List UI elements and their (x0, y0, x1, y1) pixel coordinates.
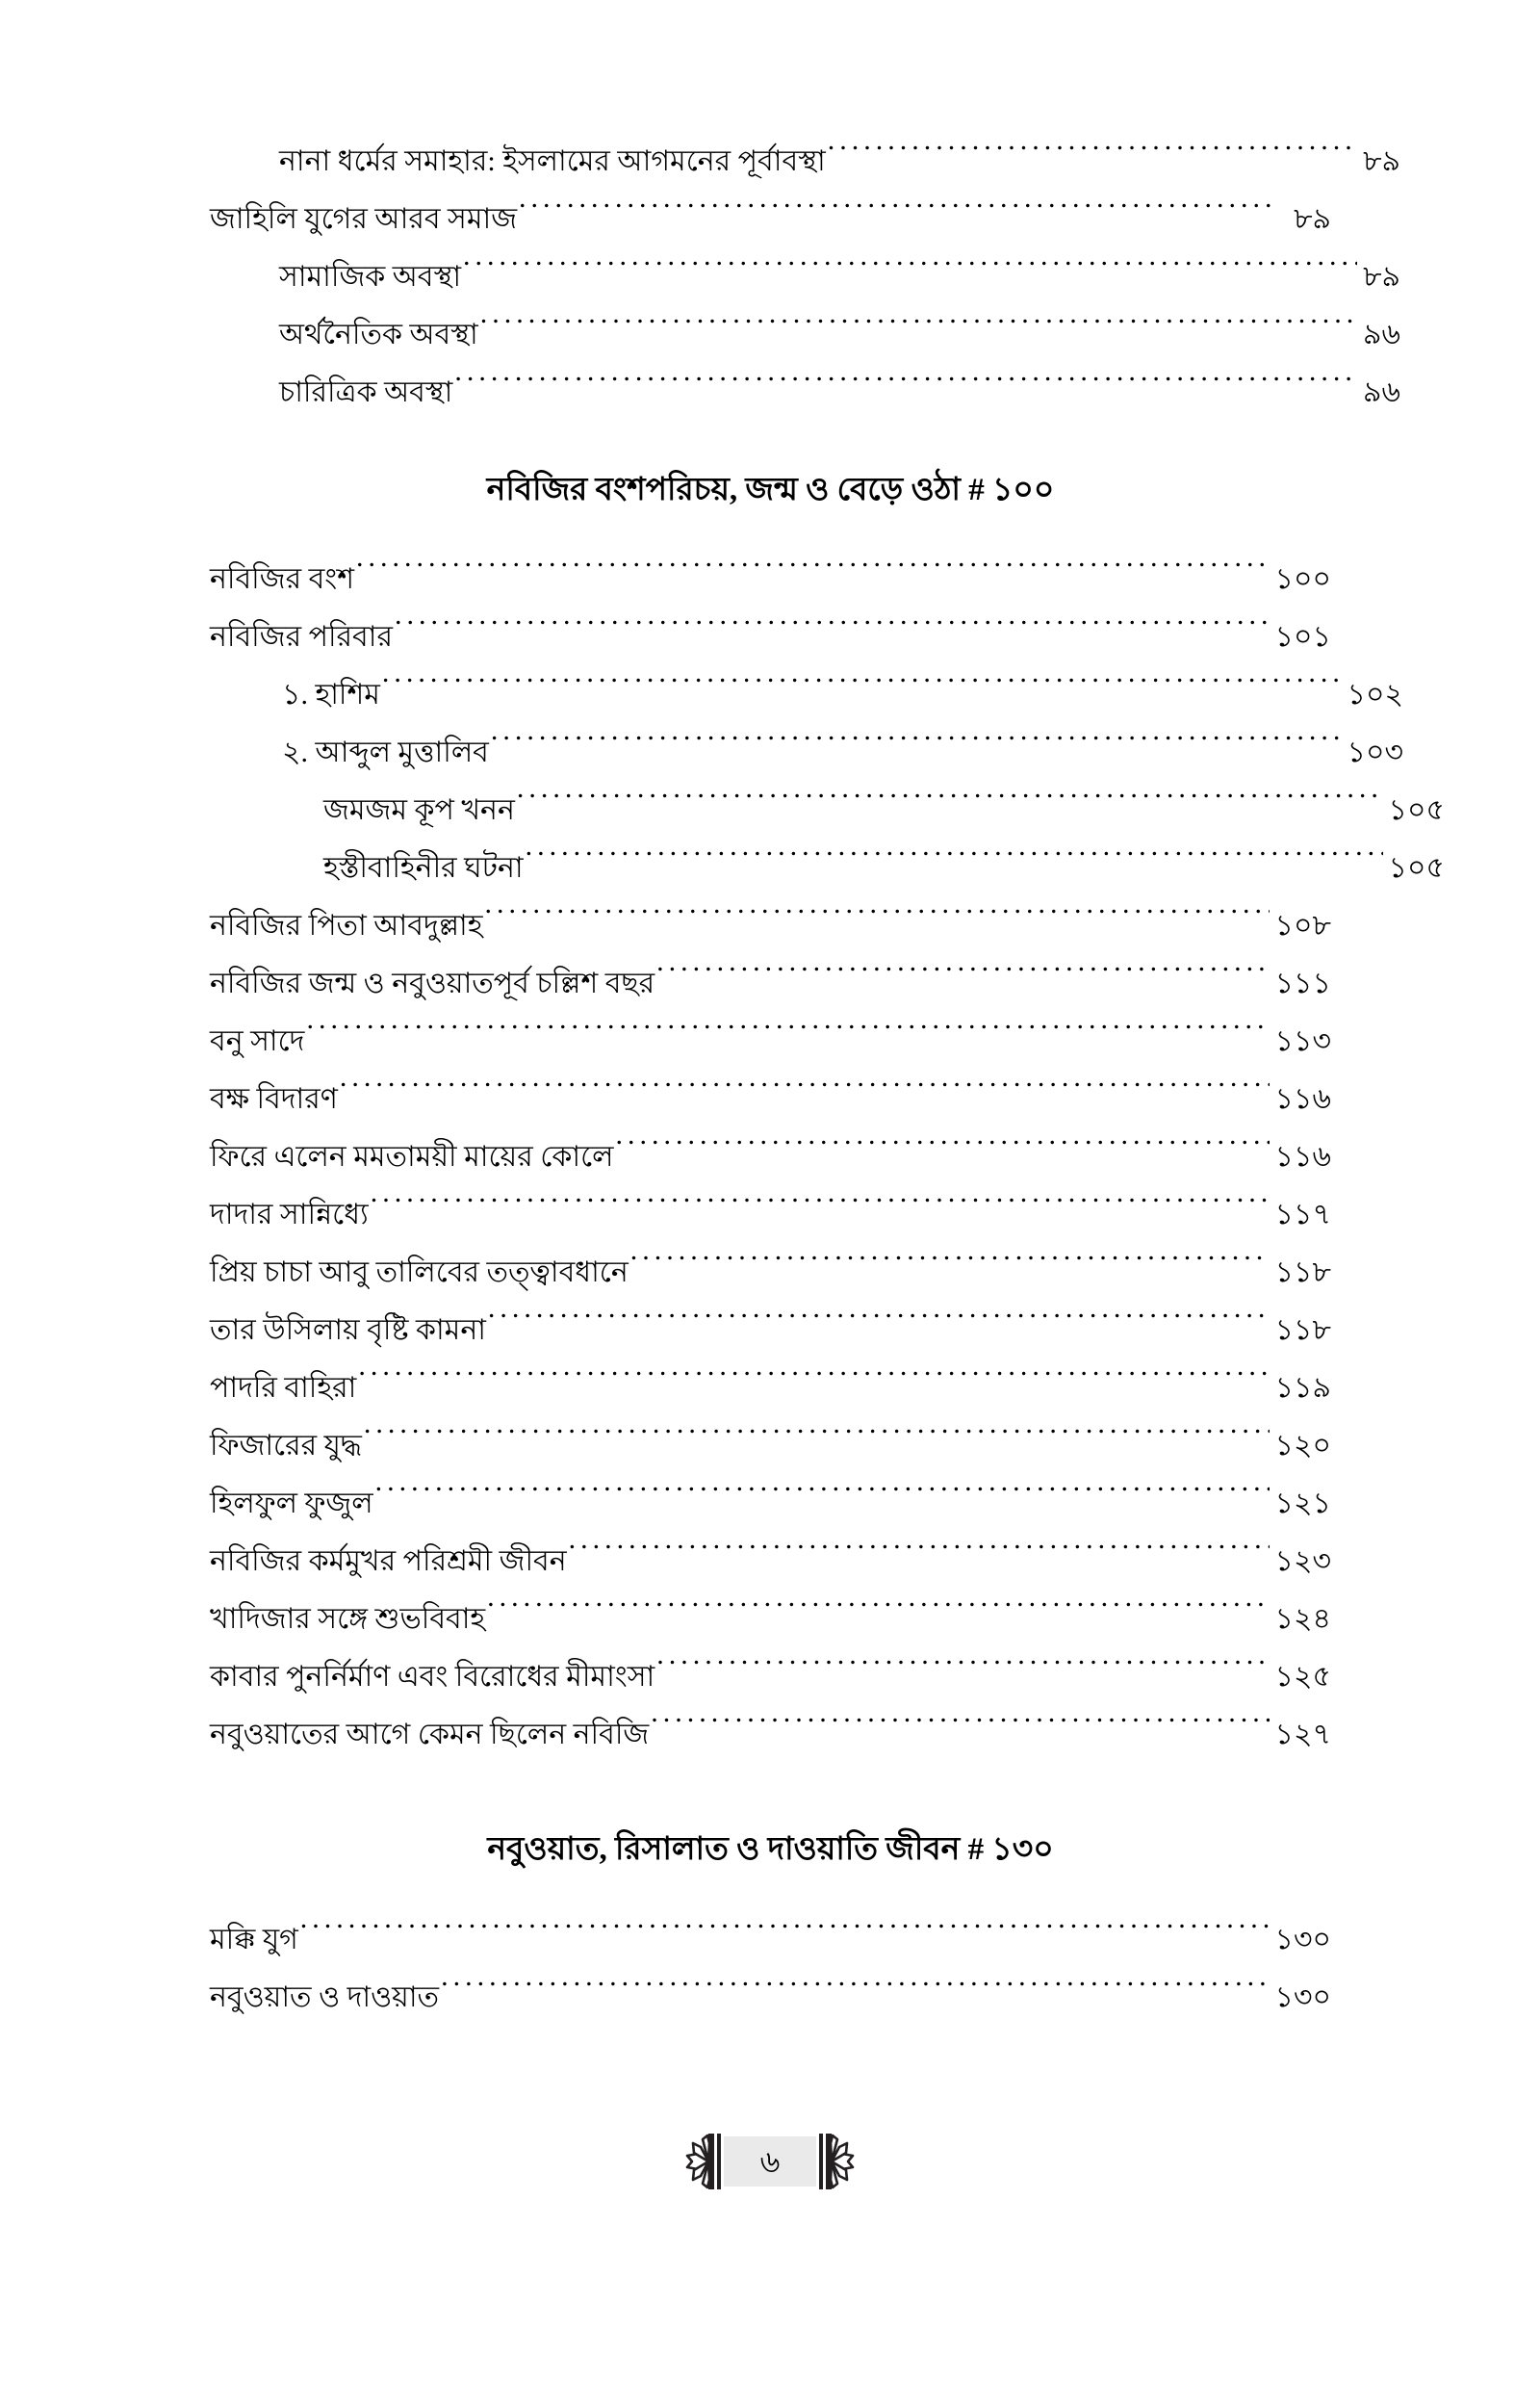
toc-entry[interactable] (210, 1591, 1331, 1648)
toc-entry-title: নবিজির পরিবার (210, 620, 393, 653)
dot-leader (630, 1253, 1270, 1281)
dot-leader (517, 790, 1383, 819)
toc-entry-page-number: ১১৭ (1274, 1198, 1331, 1230)
floral-palmette-ornament-right-icon (816, 2130, 860, 2193)
toc-entry-page-number: ১০৫ (1388, 793, 1445, 826)
toc-entry-page-number: ১১৩ (1274, 1024, 1331, 1057)
toc-entry-title: প্রিয় চাচা আবু তালিবের তত্ত্বাবধানে (210, 1255, 629, 1288)
toc-entry-page-number: ১০৮ (1274, 909, 1331, 942)
toc-entry-page-number: ১১১ (1274, 967, 1331, 999)
chapter-heading: নবুওয়াত, রিসালাত ও দাওয়াতি জীবন # ১৩০ (487, 1831, 1054, 1867)
toc-entry-title: মক্কি যুগ (210, 1924, 298, 1956)
toc-entry-page-number: ১২৫ (1274, 1660, 1331, 1693)
page-number: ৬ (724, 2136, 816, 2187)
toc-entry-title: হস্তীবাহিনীর ঘটনা (323, 851, 524, 884)
toc-entry-title: নবুওয়াত ও দাওয়াত (210, 1981, 440, 2014)
toc-entry[interactable] (210, 1359, 1331, 1417)
toc-entry-page-number: ১০৫ (1388, 851, 1445, 884)
toc-entry-page-number: ৯৬ (1363, 319, 1400, 350)
toc-entry[interactable] (210, 1128, 1331, 1186)
toc-entry[interactable] (210, 551, 1331, 608)
toc-entry[interactable] (210, 1013, 1331, 1071)
dot-leader (340, 1079, 1270, 1108)
toc-entry-page-number: ১০৩ (1347, 736, 1403, 768)
toc-entry-title: বক্ষ বিদারণ (210, 1082, 338, 1115)
toc-entry-page-number: ১৩০ (1274, 1981, 1331, 2014)
dot-leader (356, 559, 1270, 588)
dot-leader (480, 315, 1357, 344)
page-footer (0, 2130, 1540, 2193)
toc-entry[interactable] (279, 306, 1400, 364)
toc-entry-page-number: ১০০ (1274, 562, 1331, 595)
dot-leader (364, 1426, 1270, 1455)
toc-entry-page-number: ১১৬ (1274, 1140, 1331, 1173)
toc-entry[interactable] (210, 191, 1331, 248)
toc-entry-page-number: ৮৯ (1363, 145, 1400, 177)
toc-entry-page-number: ১২৪ (1274, 1602, 1331, 1635)
toc-entry[interactable] (279, 133, 1400, 191)
toc-entry-title: ফিজারের যুদ্ধ (210, 1429, 362, 1462)
toc-entry[interactable] (210, 1244, 1331, 1302)
toc-entry[interactable] (323, 840, 1445, 897)
toc-entry-page-number: ১১৬ (1274, 1082, 1331, 1115)
toc-entry-title: নবুওয়াতের আগে কেমন ছিলেন নবিজি (210, 1718, 650, 1750)
toc-entry[interactable] (323, 782, 1445, 840)
toc-entry-title: জমজম কূপ খনন (323, 793, 515, 826)
toc-entry[interactable] (210, 955, 1331, 1013)
dot-leader (463, 257, 1357, 286)
dot-leader (519, 199, 1271, 228)
chapter-heading: নবিজির বংশপরিচয়, জন্ম ও বেড়ে ওঠা # ১০০ (486, 473, 1055, 507)
dot-leader (300, 1920, 1270, 1949)
dot-leader (371, 1195, 1270, 1224)
toc-entry-page-number: ৯৬ (1363, 376, 1400, 408)
toc-entry[interactable] (210, 1475, 1331, 1533)
toc-entry[interactable] (279, 248, 1400, 306)
toc-entry-title: ১. হাশিম (282, 678, 380, 711)
dot-leader (485, 906, 1270, 935)
toc-entry-page-number: ১২৩ (1274, 1544, 1331, 1577)
dot-leader (454, 373, 1357, 401)
toc-entry[interactable] (282, 666, 1403, 724)
dot-leader (569, 1541, 1270, 1570)
toc-entry-page-number: ১১৮ (1274, 1313, 1331, 1346)
toc-entry-title: নবিজির জন্ম ও নবুওয়াতপূর্ব চল্লিশ বছর (210, 967, 655, 999)
toc-entry-page-number: ১১৯ (1274, 1371, 1331, 1404)
dot-leader (358, 1368, 1269, 1397)
toc-entry-title: সামাজিক অবস্থা (279, 261, 462, 293)
dot-leader (828, 142, 1357, 170)
toc-entry-title: তার উসিলায় বৃষ্টি কামনা (210, 1313, 486, 1346)
toc-entry[interactable] (210, 1186, 1331, 1244)
dot-leader (651, 1715, 1269, 1744)
toc-entry[interactable] (210, 1969, 1331, 2027)
dot-leader (656, 1657, 1269, 1686)
toc-entry-title: অর্থনৈতিক অবস্থা (279, 319, 478, 350)
toc-entry-title: কাবার পুনর্নির্মাণ এবং বিরোধের মীমাংসা (210, 1660, 655, 1693)
toc-entry-page-number: ৮৯ (1294, 203, 1331, 235)
dot-leader (526, 848, 1383, 877)
toc-entry[interactable] (210, 1706, 1331, 1764)
toc-entry-page-number: ৮৯ (1363, 261, 1400, 293)
toc-entry-title: ২. আব্দুল মুত্তালিব (282, 736, 489, 768)
dot-leader (441, 1978, 1269, 2006)
dot-leader (488, 1310, 1270, 1339)
dot-leader (616, 1137, 1270, 1166)
toc-entry[interactable] (210, 1533, 1331, 1591)
toc-entry-title: ফিরে এলেন মমতাময়ী মায়ের কোলে (210, 1140, 614, 1173)
toc-entry-page-number: ১২০ (1274, 1429, 1331, 1462)
floral-palmette-ornament-left-icon (680, 2130, 724, 2193)
dot-leader (656, 964, 1269, 993)
toc-content (210, 133, 1445, 2027)
toc-entry-title: বনু সাদে (210, 1024, 305, 1057)
dot-leader (395, 617, 1270, 646)
dot-leader (375, 1484, 1270, 1513)
toc-entry-title: খাদিজার সঙ্গে শুভবিবাহ (210, 1602, 486, 1635)
toc-entry-title: নানা ধর্মের সমাহার: ইসলামের আগমনের পূর্বাবস্থা (279, 145, 826, 177)
toc-entry[interactable] (210, 1648, 1331, 1706)
toc-entry-page-number: ১২৭ (1274, 1718, 1331, 1750)
toc-entry-page-number: ১০২ (1347, 678, 1403, 711)
toc-entry[interactable] (282, 724, 1403, 782)
folio (680, 2130, 860, 2193)
toc-entry-title: নবিজির পিতা আবদুল্লাহ (210, 909, 483, 942)
toc-entry[interactable] (210, 1911, 1331, 1969)
toc-entry-title: নবিজির কর্মমুখর পরিশ্রমী জীবন (210, 1544, 567, 1577)
toc-entry[interactable] (279, 364, 1400, 422)
toc-entry[interactable] (210, 897, 1331, 955)
toc-entry-page-number: ১০১ (1274, 620, 1331, 653)
toc-entry-title: জাহিলি যুগের আরব সমাজ (210, 203, 518, 235)
dot-leader (491, 733, 1342, 762)
toc-entry-title: চারিত্রিক অবস্থা (279, 376, 453, 408)
toc-entry-page-number: ১৩০ (1274, 1924, 1331, 1956)
dot-leader (306, 1022, 1269, 1050)
toc-entry-title: হিলফুল ফুজুল (210, 1487, 373, 1519)
toc-entry[interactable] (210, 1071, 1331, 1128)
toc-entry[interactable] (210, 1417, 1331, 1475)
toc-entry[interactable] (210, 608, 1331, 666)
toc-entry-page-number: ১১৮ (1274, 1255, 1331, 1288)
dot-leader (382, 675, 1342, 704)
dot-leader (487, 1599, 1269, 1628)
toc-entry-title: পাদরি বাহিরা (210, 1371, 357, 1404)
toc-entry[interactable] (210, 1302, 1331, 1359)
toc-entry-title: নবিজির বংশ (210, 562, 354, 595)
toc-entry-title: দাদার সান্নিধ্যে (210, 1198, 369, 1230)
toc-entry-page-number: ১২১ (1274, 1487, 1331, 1519)
